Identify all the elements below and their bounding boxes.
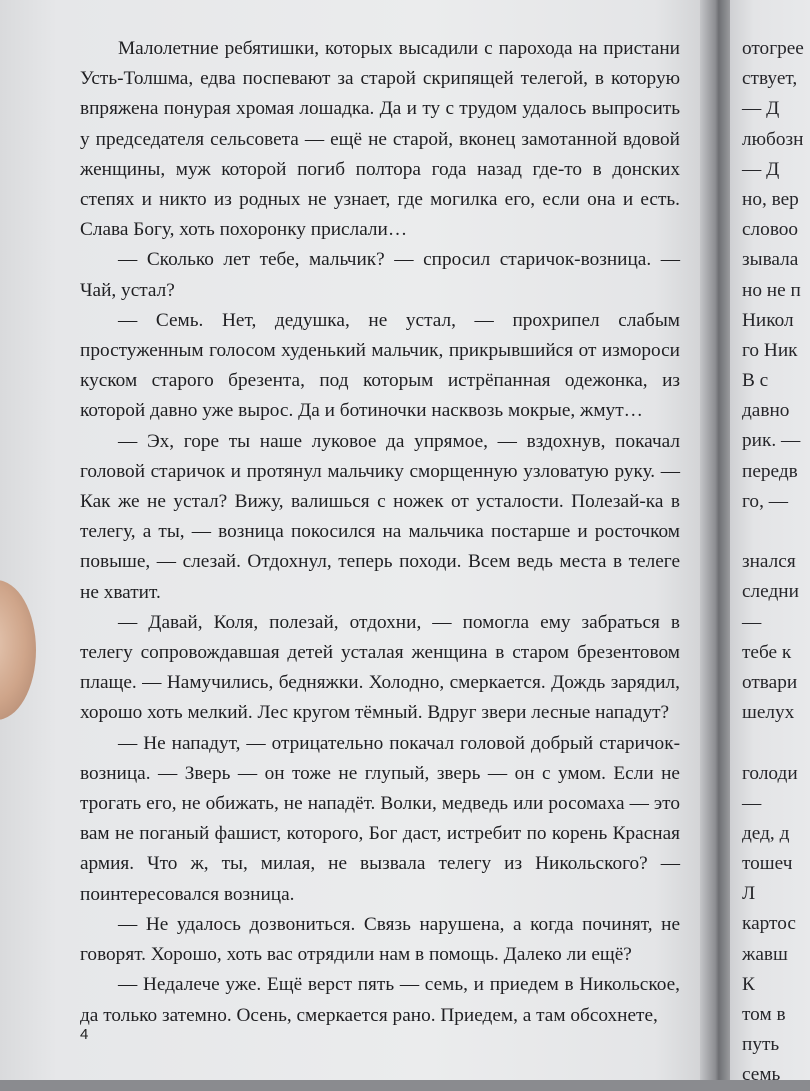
right-page-line: давно: [742, 400, 790, 422]
right-page-line: знался: [742, 551, 796, 573]
right-page-line: рик. —: [742, 430, 801, 452]
right-page-line: но не п: [742, 279, 801, 301]
right-page-text-fragments: [742, 34, 810, 1091]
right-page-line: К: [742, 973, 755, 995]
right-page-line: передв: [742, 460, 798, 482]
right-page-line: словоо: [742, 219, 799, 241]
right-page-line: Л: [742, 883, 756, 905]
right-page-line: картос: [742, 913, 796, 935]
paragraph: — Семь. Нет, дедушка, не устал, — прохрипел слабым простуженным голосом худенький мальчик, прикрывшийся от измороси куском старого брезента, под которым истрёпанная одежонка, из которой давно уже вырос. Да и ботиночки насквозь мокрые, жмут…: [80, 309, 680, 422]
right-page-line: го, —: [742, 490, 788, 512]
right-page-line: путь: [742, 1034, 780, 1056]
right-page-line: дед, д: [742, 822, 790, 844]
right-page-line: тебе к: [742, 641, 792, 663]
body-text: [80, 34, 680, 1031]
right-page-line: го Ник: [742, 339, 798, 361]
right-page-line: тошеч: [742, 853, 793, 875]
right-page-line: [742, 728, 810, 758]
right-page-line: зывала: [742, 249, 799, 271]
right-page-line: любозн: [742, 128, 804, 150]
right-page-line: Никол: [742, 309, 794, 331]
paragraph: Малолетние ребятишки, которых высадили с парохода на пристани Усть-Толшма, едва поспевают за старой скрипящей телегой, в которую впряжена понурая хромая лошадка. Да и ту с трудом удалось выпросить у председателя сельсовета — ещё не старой, вконец замотанной вдовой женщины, муж которой погиб полтора года назад где-то в донских степях и никто из родных не узнает, где могилка его, если она и есть. Слава Богу, хоть похоронку прислали…: [80, 38, 680, 241]
right-page-line: отогрее: [742, 38, 804, 59]
paragraph: — Не нападут, — отрицательно покачал головой добрый старичок-возница. — Зверь — он тоже не глупый, зверь — он с умом. Если не трогать его, не обижать, не нападёт. Волки, медведь или росомаха — это вам не поганый фашист, которого, Бог даст, истребит по корень Красная армия. Что ж, ты, милая, не вызвала телегу из Никольского? — поинтересовался возница.: [80, 732, 680, 905]
right-page-line: но, вер: [742, 188, 799, 210]
right-page-line: В с: [742, 370, 769, 392]
page-number: 4: [80, 1026, 89, 1043]
right-page-line: отвари: [742, 671, 798, 693]
right-page-line: семь: [742, 1064, 781, 1086]
right-page-line: шелух: [742, 702, 795, 724]
right-page-line: —: [742, 611, 762, 633]
right-page-line: — Д: [742, 98, 780, 120]
right-page-line: следни: [742, 581, 799, 603]
right-page-line: —: [742, 792, 762, 814]
paragraph: — Недалече уже. Ещё верст пять — семь, и приедем в Никольское, да только затемно. Осень, смеркается рано. Приедем, а там обсохнете,: [80, 974, 680, 1026]
right-page-line: ствует,: [742, 68, 798, 90]
book-gutter: [700, 0, 734, 1080]
paragraph: — Эх, горе ты наше луковое да упрямое, — вздохнув, покачал головой старичок и протянул мальчику сморщенную узловатую руку. — Как же не устал? Вижу, валишься с ножек от усталости. Полезай-ка в телегу, а ты, — возница покосился на мальчика постарше и росточком повыше, — слезай. Отдохнул, теперь походи. Всем ведь места в телеге не хватит.: [80, 430, 680, 603]
right-page-line: том в: [742, 1004, 786, 1025]
right-page-line: [742, 517, 810, 547]
right-page-line: жавш: [742, 943, 788, 965]
right-page-line: голоди: [742, 762, 798, 784]
paragraph: — Не удалось дозвониться. Связь нарушена, а когда починят, не говорят. Хорошо, хоть вас отрядили нам в помощь. Далеко ли ещё?: [80, 913, 680, 966]
paragraph: — Давай, Коля, полезай, отдохни, — помогла ему забраться в телегу сопровождавшая детей усталая женщина в старом брезентовом плаще. — Намучились, бедняжки. Холодно, смеркается. Дождь зарядил, хорошо хоть мелкий. Лес кругом тёмный. Вдруг звери лесные нападут?: [80, 611, 680, 724]
paragraph: — Сколько лет тебе, мальчик? — спросил старичок-возница. — Чай, устал?: [80, 249, 680, 301]
right-page-line: — Д: [742, 158, 780, 180]
